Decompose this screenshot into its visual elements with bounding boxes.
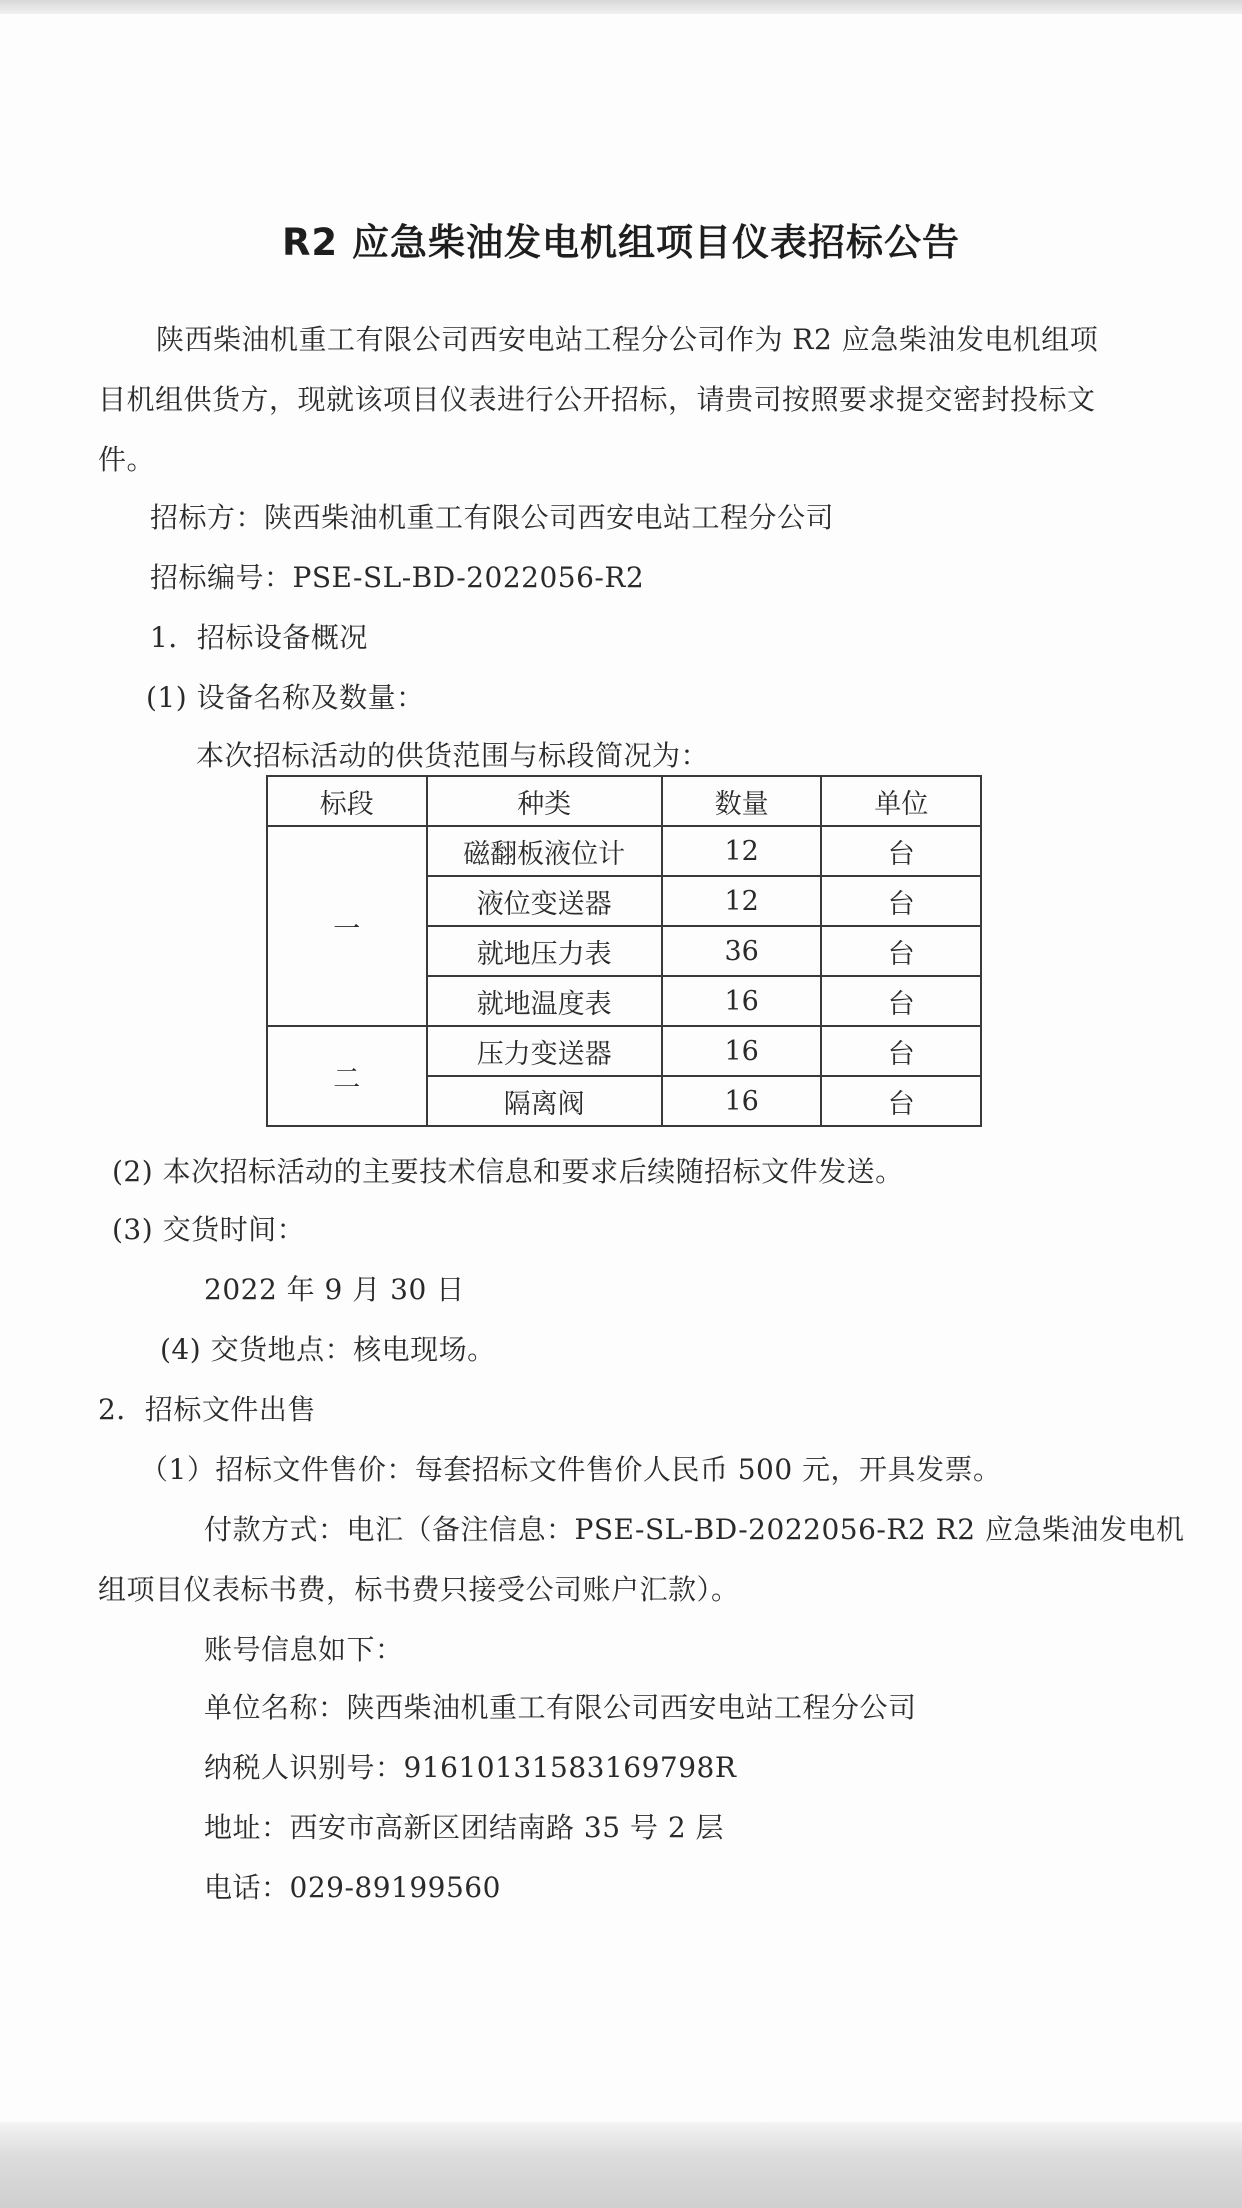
- header-unit: 单位: [821, 776, 981, 826]
- company-name-line: 单位名称：陕西柴油机重工有限公司西安电站工程分公司: [204, 1691, 917, 1724]
- header-type: 种类: [427, 776, 662, 826]
- section1-heading: 1．招标设备概况: [150, 621, 368, 654]
- intro-line-1: 陕西柴油机重工有限公司西安电站工程分公司作为 R2 应急柴油发电机组项: [156, 323, 1099, 356]
- quantity-cell: 36: [662, 926, 822, 976]
- document-title: R2 应急柴油发电机组项目仪表招标公告: [281, 221, 961, 264]
- section1-item3: (3) 交货时间：: [112, 1213, 306, 1246]
- section1-item2: (2) 本次招标活动的主要技术信息和要求后续随招标文件发送。: [112, 1155, 904, 1188]
- tax-id-line: 纳税人识别号：91610131583169798R: [204, 1751, 737, 1784]
- top-edge: [0, 0, 1242, 14]
- quantity-cell: 16: [662, 1026, 822, 1076]
- type-cell: 磁翻板液位计: [427, 826, 662, 876]
- section1-item1: (1) 设备名称及数量：: [146, 681, 425, 714]
- type-cell: 就地温度表: [427, 976, 662, 1026]
- table-intro: 本次招标活动的供货范围与标段简况为：: [196, 739, 710, 772]
- type-cell: 液位变送器: [427, 876, 662, 926]
- lot-cell: 二: [267, 1026, 427, 1126]
- unit-cell: 台: [821, 1026, 981, 1076]
- table-row: [267, 1026, 981, 1076]
- payment-line-1: 付款方式：电汇（备注信息：PSE-SL-BD-2022056-R2 R2 应急柴油发电机: [204, 1513, 1185, 1546]
- tender-number-line: 招标编号：PSE-SL-BD-2022056-R2: [150, 561, 645, 594]
- section1-item4: (4) 交货地点：核电现场。: [160, 1333, 496, 1366]
- unit-cell: 台: [821, 1076, 981, 1126]
- tenderer-line: 招标方：陕西柴油机重工有限公司西安电站工程分公司: [150, 501, 835, 534]
- quantity-cell: 12: [662, 876, 822, 926]
- payment-line-2: 组项目仪表标书费，标书费只接受公司账户汇款）。: [98, 1573, 740, 1606]
- type-cell: 就地压力表: [427, 926, 662, 976]
- phone-line: 电话：029-89199560: [204, 1871, 501, 1904]
- table-header-row: [267, 776, 981, 826]
- intro-line-3: 件。: [98, 443, 156, 476]
- header-lot: 标段: [267, 776, 427, 826]
- equipment-table: [266, 775, 982, 1127]
- bottom-edge: [0, 2122, 1242, 2208]
- price-line: （1）招标文件售价：每套招标文件售价人民币 500 元，开具发票。: [140, 1453, 1002, 1486]
- quantity-cell: 12: [662, 826, 822, 876]
- table-row: [267, 826, 981, 876]
- lot-cell: 一: [267, 826, 427, 1026]
- unit-cell: 台: [821, 826, 981, 876]
- unit-cell: 台: [821, 876, 981, 926]
- intro-line-2: 目机组供货方，现就该项目仪表进行公开招标，请贵司按照要求提交密封投标文: [98, 383, 1096, 416]
- unit-cell: 台: [821, 976, 981, 1026]
- quantity-cell: 16: [662, 976, 822, 1026]
- type-cell: 压力变送器: [427, 1026, 662, 1076]
- header-quantity: 数量: [662, 776, 822, 826]
- quantity-cell: 16: [662, 1076, 822, 1126]
- section2-heading: 2．招标文件出售: [98, 1393, 316, 1426]
- unit-cell: 台: [821, 926, 981, 976]
- type-cell: 隔离阀: [427, 1076, 662, 1126]
- delivery-date: 2022 年 9 月 30 日: [204, 1273, 465, 1306]
- address-line: 地址：西安市高新区团结南路 35 号 2 层: [204, 1811, 725, 1844]
- account-heading: 账号信息如下：: [204, 1633, 404, 1666]
